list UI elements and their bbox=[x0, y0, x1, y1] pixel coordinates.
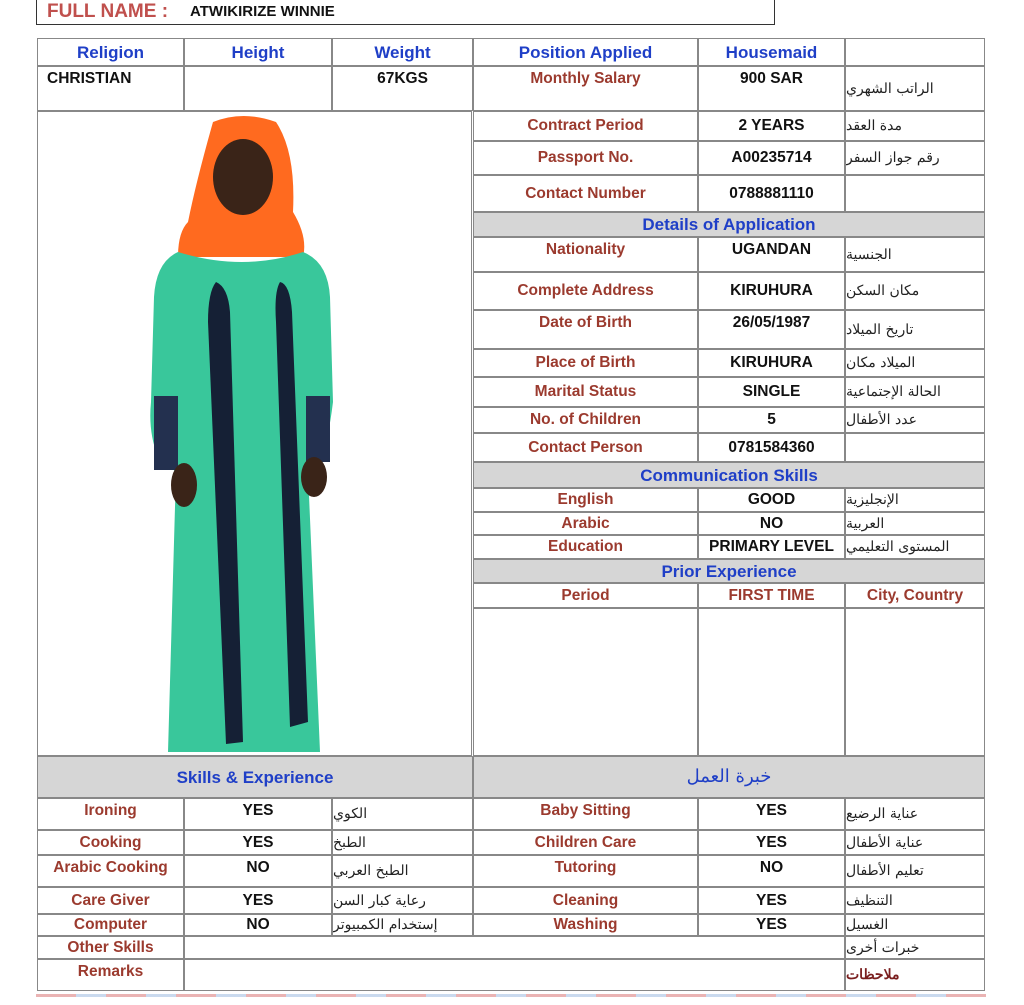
religion-value: CHRISTIAN bbox=[37, 66, 184, 111]
contract-value: 2 YEARS bbox=[698, 111, 845, 141]
applicant-figure bbox=[38, 112, 473, 757]
pob-ar: الميلاد مكان bbox=[845, 349, 985, 377]
children-care-value: YES bbox=[698, 830, 845, 855]
full-name-box bbox=[36, 0, 775, 25]
prior-first-cell bbox=[698, 608, 845, 756]
remarks-ar: ملاحظات bbox=[845, 959, 985, 991]
address-value: KIRUHURA bbox=[698, 272, 845, 310]
children-label: No. of Children bbox=[473, 407, 698, 433]
dob-ar: تاريخ الميلاد bbox=[845, 310, 985, 349]
children-ar: عدد الأطفال bbox=[845, 407, 985, 433]
washing-ar: الغسيل bbox=[845, 914, 985, 936]
arabic-cooking-value: NO bbox=[184, 855, 332, 887]
english-label: English bbox=[473, 488, 698, 512]
baby-sitting-ar: عناية الرضيع bbox=[845, 798, 985, 830]
english-ar: الإنجليزية bbox=[845, 488, 985, 512]
other-skills-value bbox=[184, 936, 845, 959]
height-value bbox=[184, 66, 332, 111]
dob-label: Date of Birth bbox=[473, 310, 698, 349]
cleaning-value: YES bbox=[698, 887, 845, 914]
education-ar: المستوى التعليمي bbox=[845, 535, 985, 559]
ironing-ar: الكوي bbox=[332, 798, 473, 830]
cooking-label: Cooking bbox=[37, 830, 184, 855]
communication-heading: Communication Skills bbox=[473, 462, 985, 488]
cooking-value: YES bbox=[184, 830, 332, 855]
footer-divider bbox=[36, 994, 986, 997]
contact-number-label: Contact Number bbox=[473, 175, 698, 212]
computer-value: NO bbox=[184, 914, 332, 936]
nationality-value: UGANDAN bbox=[698, 237, 845, 272]
position-header: Position Applied bbox=[473, 38, 698, 66]
remarks-value bbox=[184, 959, 845, 991]
weight-value: 67KGS bbox=[332, 66, 473, 111]
prior-period-cell bbox=[473, 608, 698, 756]
salary-value: 900 SAR bbox=[698, 66, 845, 111]
marital-label: Marital Status bbox=[473, 377, 698, 407]
cooking-ar: الطبخ bbox=[332, 830, 473, 855]
arabic-cooking-label: Arabic Cooking bbox=[37, 855, 184, 887]
tutoring-ar: تعليم الأطفال bbox=[845, 855, 985, 887]
arabic-ar: العربية bbox=[845, 512, 985, 535]
other-skills-label: Other Skills bbox=[37, 936, 184, 959]
washing-label: Washing bbox=[473, 914, 698, 936]
cleaning-label: Cleaning bbox=[473, 887, 698, 914]
contact-person-ar bbox=[845, 433, 985, 462]
english-value: GOOD bbox=[698, 488, 845, 512]
full-name-label: FULL NAME : bbox=[47, 0, 169, 22]
tutoring-label: Tutoring bbox=[473, 855, 698, 887]
nationality-label: Nationality bbox=[473, 237, 698, 272]
marital-value: SINGLE bbox=[698, 377, 845, 407]
care-giver-value: YES bbox=[184, 887, 332, 914]
other-skills-ar: خبرات أخرى bbox=[845, 936, 985, 959]
prior-city-cell bbox=[845, 608, 985, 756]
passport-label: Passport No. bbox=[473, 141, 698, 175]
prior-period-header: Period bbox=[473, 583, 698, 608]
arabic-value: NO bbox=[698, 512, 845, 535]
ironing-label: Ironing bbox=[37, 798, 184, 830]
children-care-label: Children Care bbox=[473, 830, 698, 855]
details-heading: Details of Application bbox=[473, 212, 985, 237]
education-value: PRIMARY LEVEL bbox=[698, 535, 845, 559]
full-name-value: ATWIKIRIZE WINNIE bbox=[190, 3, 335, 20]
children-value: 5 bbox=[698, 407, 845, 433]
nationality-ar: الجنسية bbox=[845, 237, 985, 272]
religion-header: Religion bbox=[37, 38, 184, 66]
contact-number-value: 0788881110 bbox=[698, 175, 845, 212]
address-ar: مكان السكن bbox=[845, 272, 985, 310]
computer-ar: إستخدام الكمبيوتر bbox=[332, 914, 473, 936]
address-label: Complete Address bbox=[473, 272, 698, 310]
contract-ar: مدة العقد bbox=[845, 111, 985, 141]
position-value: Housemaid bbox=[698, 38, 845, 66]
prior-heading: Prior Experience bbox=[473, 559, 985, 583]
skills-heading: Skills & Experience bbox=[37, 756, 473, 798]
salary-label: Monthly Salary bbox=[473, 66, 698, 111]
contact-number-ar bbox=[845, 175, 985, 212]
pob-label: Place of Birth bbox=[473, 349, 698, 377]
applicant-photo bbox=[37, 111, 472, 756]
skills-heading-ar: خبرة العمل bbox=[473, 756, 985, 798]
salary-ar: الراتب الشهري bbox=[845, 66, 985, 111]
baby-sitting-label: Baby Sitting bbox=[473, 798, 698, 830]
arabic-label: Arabic bbox=[473, 512, 698, 535]
education-label: Education bbox=[473, 535, 698, 559]
dob-value: 26/05/1987 bbox=[698, 310, 845, 349]
tutoring-value: NO bbox=[698, 855, 845, 887]
baby-sitting-value: YES bbox=[698, 798, 845, 830]
passport-ar: رقم جواز السفر bbox=[845, 141, 985, 175]
passport-value: A00235714 bbox=[698, 141, 845, 175]
cleaning-ar: التنظيف bbox=[845, 887, 985, 914]
prior-first-header: FIRST TIME bbox=[698, 583, 845, 608]
contract-label: Contract Period bbox=[473, 111, 698, 141]
ironing-value: YES bbox=[184, 798, 332, 830]
height-header: Height bbox=[184, 38, 332, 66]
pob-value: KIRUHURA bbox=[698, 349, 845, 377]
care-giver-label: Care Giver bbox=[37, 887, 184, 914]
washing-value: YES bbox=[698, 914, 845, 936]
weight-header: Weight bbox=[332, 38, 473, 66]
prior-city-header: City, Country bbox=[845, 583, 985, 608]
contact-person-label: Contact Person bbox=[473, 433, 698, 462]
contact-person-value: 0781584360 bbox=[698, 433, 845, 462]
remarks-label: Remarks bbox=[37, 959, 184, 991]
marital-ar: الحالة الإجتماعية bbox=[845, 377, 985, 407]
computer-label: Computer bbox=[37, 914, 184, 936]
children-care-ar: عناية الأطفال bbox=[845, 830, 985, 855]
care-giver-ar: رعاية كبار السن bbox=[332, 887, 473, 914]
header-blank bbox=[845, 38, 985, 66]
arabic-cooking-ar: الطبخ العربي bbox=[332, 855, 473, 887]
